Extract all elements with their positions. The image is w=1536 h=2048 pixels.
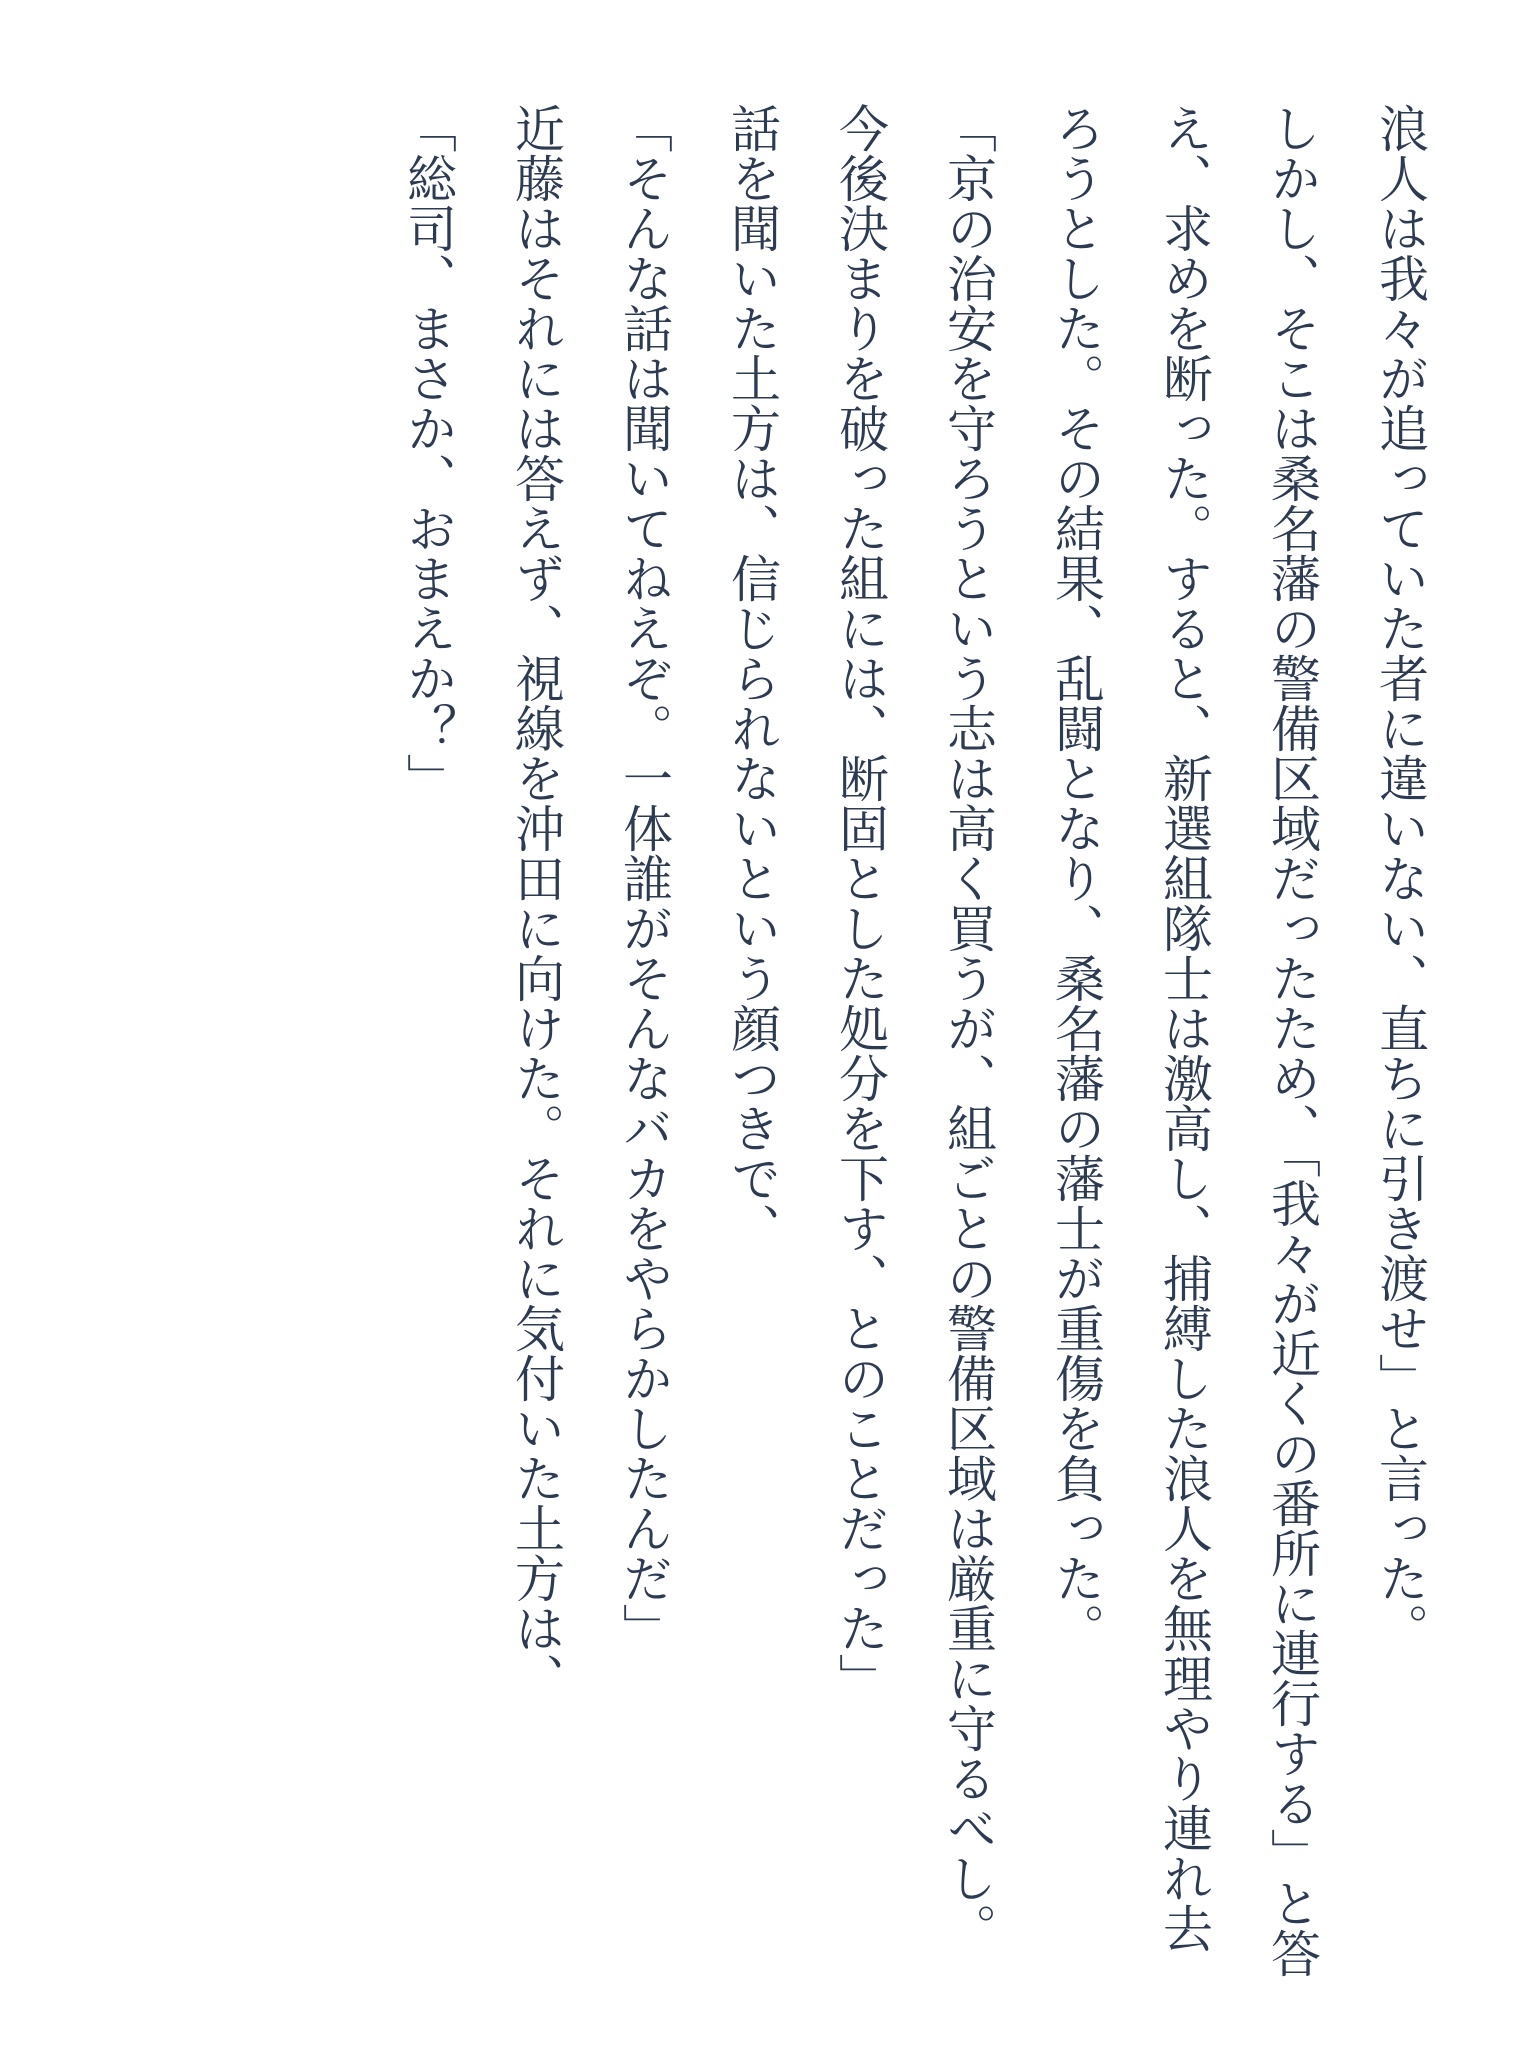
paragraph-1: 浪人は我々が追っていた者に違いない、直ちに引き渡せ」と言った。 [1371,103,1429,1653]
vertical-text-body [374,103,1454,1983]
paragraph-6: 近藤はそれには答えず、視線を沖田に向けた。それに気付いた土方は、 [507,103,565,1703]
paragraph-5: 「そんな話は聞いてねえぞ。一体誰がそんなバカをやらかしたんだ」 [615,103,673,1653]
paragraph-3: 「京の治安を守ろうという志は高く買うが、組ごとの警備区域は厳重に守るべし。今後決まりを破った組には、断固とした処分を下す、とのことだった」 [831,103,997,1953]
paragraph-7: 「総司、まさか、おまえか？」 [399,103,457,803]
paragraph-2: しかし、そこは桑名藩の警備区域だったため、「我々が近くの番所に連行する」と答え、求めを断った。すると、新選組隊士は激高し、捕縛した浪人を無理やり連れ去ろうとした。その結果、乱闘となり、桑名藩の藩士が重傷を負った。 [1047,103,1321,1978]
paragraph-4: 話を聞いた土方は、信じられないという顔つきで、 [723,103,781,1253]
